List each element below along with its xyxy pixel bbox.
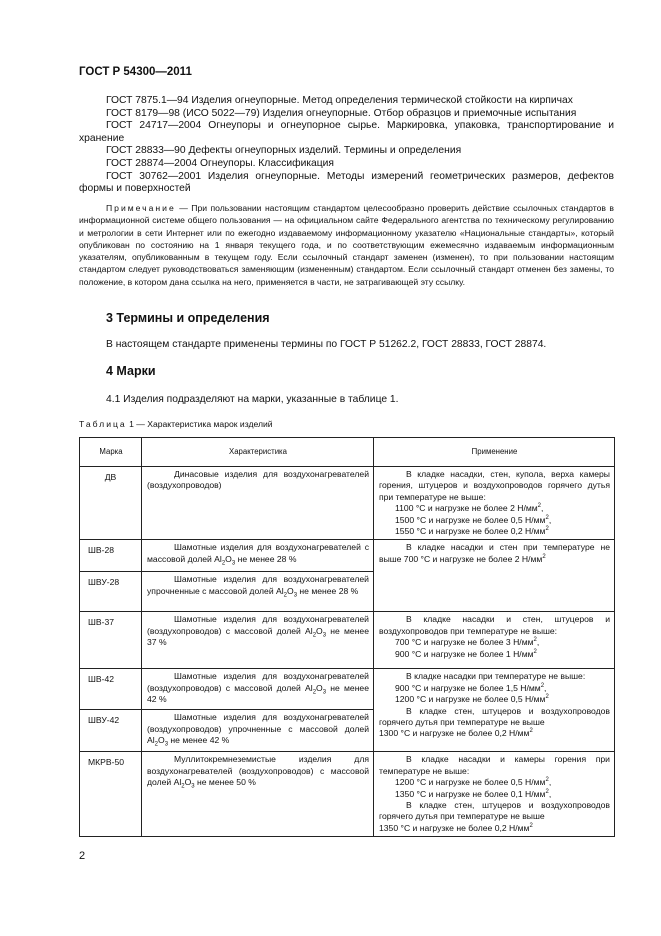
section-4-text: 4.1 Изделия подразделяют на марки, указанные в таблице 1. [106,394,399,405]
reference-item: ГОСТ 30762—2001 Изделия огнеупорные. Методы измерений геометрических размеров, дефектов формы и поверхностей [79,170,614,195]
note-label: Примечание [106,203,176,213]
cell-application: В кладке насадки и камеры горения при температуре не выше: 1200 °С и нагрузке не более 0,5 $Н/мм^2$, 1350 °С и нагрузке не более 0,1 $Н/мм^2$, В кладке стен, штуцеров и воздухопроводов горячего дутья при температуре не выше 1350 °С и нагрузке не более 0,2 $Н/мм^2$ [374,752,615,837]
cell-characteristic: Шамотные изделия для воздухонагревателей (воздухопроводов) с массовой долей $Al_2O_3$ не менее 37 % [142,612,374,669]
cell-mark: ДВ [80,467,142,540]
references-list [79,95,614,196]
cell-mark: ШВ-42 [80,669,142,710]
note-text: — При пользовании настоящим стандартом целесообразно проверить действие ссылочных стандартов в информационной системе общего пользования — на официальном сайте Федерального агентства по техническому регулированию и метрологии в сети Интернет или по ежегодно издаваемому информационному указателю «Национальные стандарты», который опубликован по состоянию на 1 января текущего года, и по соответствующим ежемесячно издаваемым информационным указателям, опубликованным в текущем году. Если ссылочный стандарт заменен (изменен), то при пользовании настоящим стандартом следует руководствоваться заменяющим (измененным) стандартом. Если ссылочный стандарт отменен без замены, то положение, в котором дана ссылка на него, применяется в части, не затрагивающей эту ссылку. [79,203,614,287]
cell-application: В кладке насадки и стен, штуцеров и воздухопроводов при температуре не выше: 700 °С и нагрузке не более 3 $Н/мм^2$, 900 °С и нагрузке не более 1 $Н/мм^2$ [374,612,615,669]
cell-characteristic: Муллитокремнеземистые изделия для воздухонагревателей (воздухопроводов) с массовой долей $Al_2O_3$ не менее 50 % [142,752,374,837]
cell-characteristic: Шамотные изделия для воздухонагревателей (воздухопроводов) с массовой долей $Al_2O_3$ не менее 42 % [142,669,374,710]
section-3-text: В настоящем стандарте применены термины по ГОСТ Р 51262.2, ГОСТ 28833, ГОСТ 28874. [106,339,547,350]
reference-item: ГОСТ 24717—2004 Огнеупоры и огнеупорное сырье. Маркировка, упаковка, транспортирование и хранение [79,120,614,144]
table-header-row [80,438,615,467]
page-number: 2 [79,850,86,862]
table-row [80,612,615,669]
cell-mark: ШВУ-28 [80,572,142,612]
cell-characteristic: Динасовые изделия для воздухонагревателей (воздухопроводов) [142,467,374,540]
cell-characteristic: Шамотные изделия для воздухонагревателей (воздухопроводов) упрочненные с массовой долей $Al_2O_3$ не менее 42 % [142,710,374,752]
cell-mark: ШВУ-42 [80,710,142,752]
table-row [80,467,615,540]
cell-mark: ШВ-28 [80,540,142,572]
cell-mark: МКРВ-50 [80,752,142,837]
cell-application: В кладке насадки и стен при температуре не выше 700 °С и нагрузке не более 2 $Н/мм^2$ [374,540,615,612]
page-header: ГОСТ Р 54300—2011 [79,66,192,78]
grades-table [79,437,615,837]
reference-item: ГОСТ 28874—2004 Огнеупоры. Классификация [106,157,334,169]
reference-item: ГОСТ 28833—90 Дефекты огнеупорных изделий. Термины и определения [106,145,462,157]
note-block [79,202,614,288]
cell-application: В кладке насадки при температуре не выше: 900 °С и нагрузке не более 1,5 $Н/мм^2$, 1200 °С и нагрузке не более 0,5 $Н/мм^2$ В кладке стен, штуцеров и воздухопроводов горячего дутья при температуре не выше 1300 °С и нагрузке не более 0,2 $Н/мм^2$ [374,669,615,752]
cell-characteristic: Шамотные изделия для воздухонагревателей с массовой долей $Al_2O_3$ не менее 28 % [142,540,374,572]
table-caption: Таблица 1 — Характеристика марок изделий [79,419,273,429]
reference-item: ГОСТ 7875.1—94 Изделия огнеупорные. Метод определения термической стойкости на кирпичах [106,95,573,106]
col-header-characteristic: Характеристика [142,438,374,467]
cell-characteristic: Шамотные изделия для воздухонагревателей упрочненные с массовой долей $Al_2O_3$ не менее 28 % [142,572,374,612]
table-row [80,752,615,837]
section-4-title: 4 Марки [106,364,156,378]
table-row [80,540,615,572]
col-header-mark: Марка [80,438,142,467]
table-row [80,669,615,710]
section-3-title: 3 Термины и определения [106,311,270,325]
reference-item: ГОСТ 8179—98 (ИСО 5022—79) Изделия огнеупорные. Отбор образцов и приемочные испытания [106,107,577,119]
col-header-application: Применение [374,438,615,467]
cell-application: В кладке насадки, стен, купола, верха камеры горения, штуцеров и воздухопроводов горячего дутья при температуре не выше: 1100 °С и нагрузке не более 2 $Н/мм^2$, 1500 °С и нагрузке не более 0,5 $Н/мм^2$, 1550 °С и нагрузке не более 0,2 $Н/мм^2$ [374,467,615,540]
cell-mark: ШВ-37 [80,612,142,669]
